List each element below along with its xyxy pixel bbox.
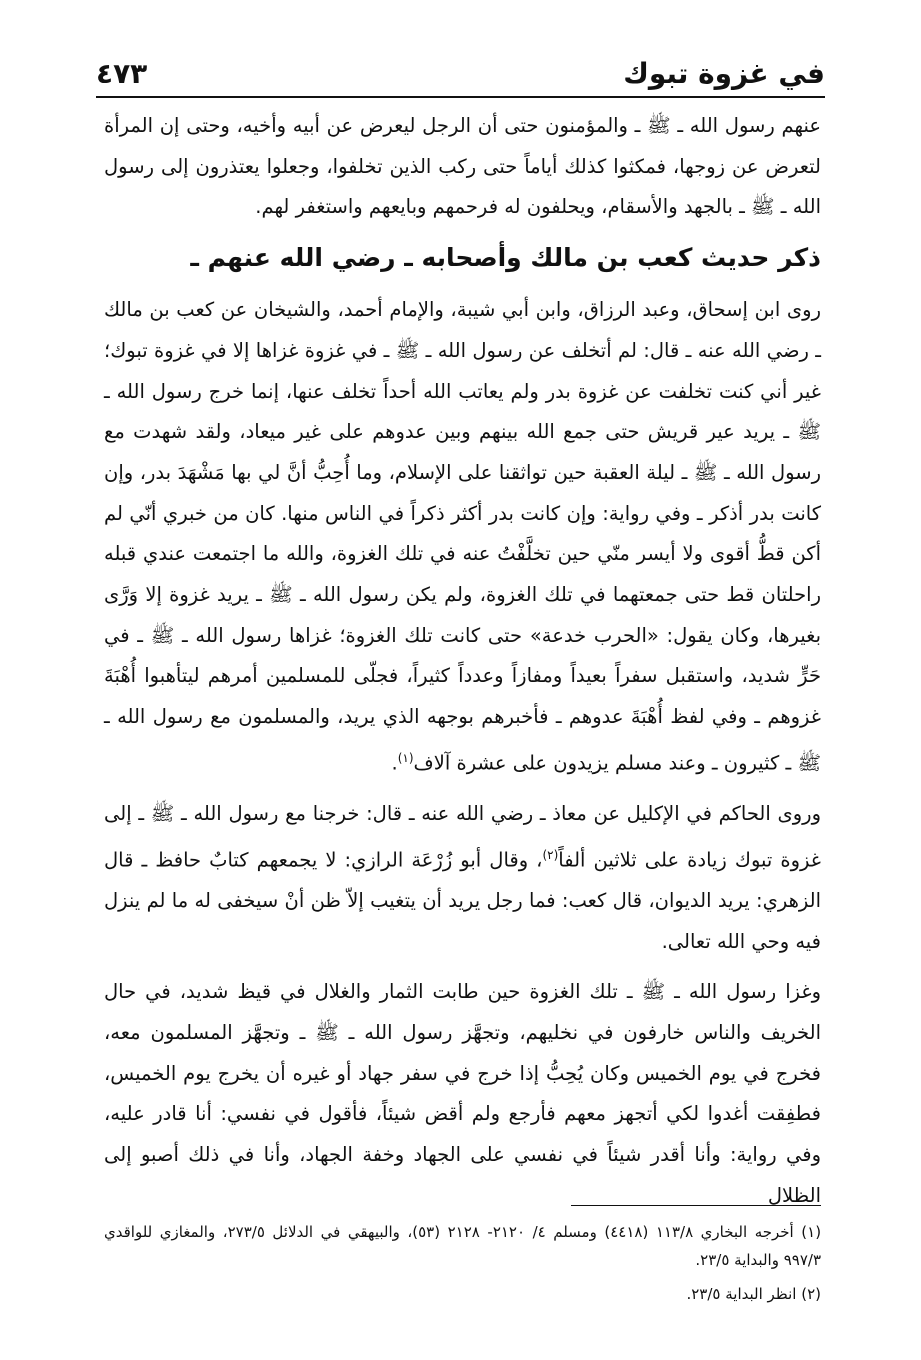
footnotes <box>104 1218 821 1314</box>
section-heading: ذكر حديث كعب بن مالك وأصحابه ـ رضي الله عنهم ـ <box>190 243 821 273</box>
paragraph-1: عنهم رسول الله ـ ﷺ ـ والمؤمنون حتى أن الرجل ليعرض عن أبيه وأخيه، وحتى إن المرأة لتعرض عن زوجها، فمكثوا كذلك أياماً حتى ركب الذين تخلفوا، وجعلوا يعتذرون إلى رسول الله ـ ﷺ ـ بالجهد والأسقام، ويحلفون له فرحمهم وبايعهم واستغفر لهم. <box>104 114 821 219</box>
footnote-1: (١) أخرجه البخاري ١١٣/٨ (٤٤١٨) ومسلم ٤/ ٢١٢٠- ٢١٢٨ (٥٣)، والبيهقي في الدلائل ٢٧٣/٥، والمغازي للواقدي ٩٩٧/٣ والبداية ٢٣/٥. <box>104 1223 822 1269</box>
footnote-2: (٢) انظر البداية ٢٣/٥. <box>686 1285 821 1303</box>
paragraph-3 <box>104 794 821 962</box>
paragraph-2-text: روى ابن إسحاق، وعبد الرزاق، وابن أبي شيبة، والإمام أحمد، والشيخان عن كعب بن مالك ـ رضي الله عنه ـ قال: لم أتخلف عن رسول الله ـ ﷺ ـ في غزوة غزاها إلا في غزوة تبوك؛ غير أني كنت تخلفت عن غزوة بدر ولم يعاتب الله أحداً تخلف عنها، إنما خرج رسول الله ـ ﷺ ـ يريد عير قريش حتى جمع الله بينهم وبين عدوهم على غير ميعاد، ولقد شهدت مع رسول الله ـ ﷺ ـ ليلة العقبة حين تواثقنا على الإسلام، وما أُحِبُّ أنَّ لي بها مَشْهَدَ بدر، وإن كانت بدر أذكر ـ وفي رواية: وإن كانت بدر أكثر ذكراً في الناس منها. كان من خبري أنّي لم أكن قطُّ أقوى ولا أيسر منّي حين تخلَّفْتُ عنه في تلك الغزوة، والله ما اجتمعت عندي قبله راحلتان قط حتى جمعتهما في تلك الغزوة، ولم يكن رسول الله ـ ﷺ ـ يريد غزوة إلا وَرَّى بغيرها، وكان يقول: «الحرب خدعة» حتى كانت تلك الغزوة؛ غزاها رسول الله ـ ﷺ ـ في حَرٍّ شديد، واستقبل سفراً بعيداً ومفازاً وعدداً كثيراً، فجلّى للمسلمين أمرهم ليتأهبوا أُهْبَةَ غزوهم ـ وفي لفظ أُهْبَةَ عدوهم ـ فأخبرهم بوجهه الذي يريد، والمسلمون مع رسول الله ـ ﷺ ـ كثيرون ـ وعند مسلم يزيدون على عشرة آلاف <box>104 298 821 775</box>
footnote-ref-1[interactable]: (١) <box>397 750 414 765</box>
paragraph-2-end: . <box>391 751 398 775</box>
running-title: في غزوة تبوك <box>623 57 825 90</box>
paragraph-3-rest: ، وقال أبو زُرْعَة الرازي: لا يجمعهم كتابٌ حافظ ـ قال الزهري: يريد الديوان، قال كعب: فما رجل يريد أن يتغيب إلاّ ظن أنْ سيخفى له ما لم ينزل فيه وحي الله تعالى. <box>104 848 821 953</box>
paragraph-3-text: وروى الحاكم في الإكليل عن معاذ ـ رضي الله عنه ـ قال: خرجنا مع رسول الله ـ ﷺ ـ إلى غزوة تبوك زيادة على ثلاثين ألفاً <box>104 802 821 872</box>
page-number: ٤٧٣ <box>96 57 148 90</box>
paragraph-4: وغزا رسول الله ـ ﷺ ـ تلك الغزوة حين طابت الثمار والغلال في قيظ شديد، في حال الخريف والناس خارفون في نخليهم، وتجهَّز رسول الله ـ ﷺ ـ وتجهَّز المسلمون معه، فخرج في يوم الخميس وكان يُحِبُّ إذا خرج في سفر جهاد أو غيره أن يخرج يوم الخميس، فطفِقت أغدوا لكي أتجهز معهم فأرجع ولم أقض شيئاً، فأقول في نفسي: أنا قادر عليه، وفي رواية: وأنا أقدر شيئاً في نفسي على الجهاد وخفة الجهاد، وأنا في ذلك أصبو إلى الظلال <box>104 980 821 1207</box>
footnote-divider <box>571 1205 821 1206</box>
paragraph-2 <box>104 290 821 784</box>
main-text <box>104 106 821 1227</box>
running-header <box>96 44 825 98</box>
footnote-ref-2[interactable]: (٢) <box>542 847 559 862</box>
